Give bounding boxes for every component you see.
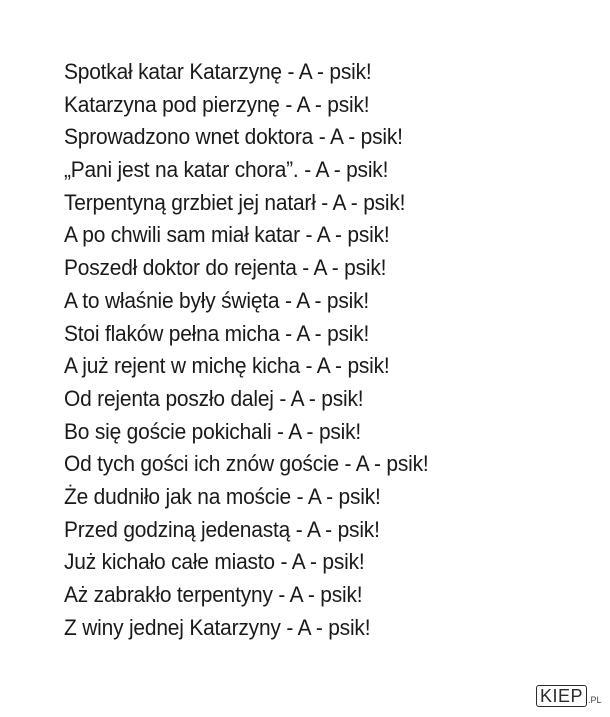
watermark-suffix: .PL (588, 695, 602, 705)
poem-line-16: Już kichało całe miasto - A - psik! (64, 549, 365, 575)
poem-line-18: Z winy jednej Katarzyny - A - psik! (64, 614, 371, 640)
poem-line-15: Przed godziną jedenastą - A - psik! (64, 516, 380, 542)
site-watermark (536, 683, 602, 707)
poem-line-12: Bo się goście pokichali - A - psik! (64, 418, 362, 444)
poem-line-2: Katarzyna pod pierzynę - A - psik! (64, 91, 370, 117)
poem-line-3: Sprowadzono wnet doktora - A - psik! (64, 124, 403, 150)
poem-line-7: Poszedł doktor do rejenta - A - psik! (64, 255, 387, 281)
poem-line-5: Terpentyną grzbiet jej natarł - A - psik! (64, 189, 406, 215)
poem-text (64, 56, 456, 644)
poem-line-9: Stoi flaków pełna micha - A - psik! (64, 320, 370, 346)
poem-line-14: Że dudniło jak na moście - A - psik! (64, 483, 381, 509)
poem-line-11: Od rejenta poszło dalej - A - psik! (64, 385, 364, 411)
poem-line-10: A już rejent w michę kicha - A - psik! (64, 353, 390, 379)
poem-line-17: Aż zabrakło terpentyny - A - psik! (64, 582, 363, 607)
poem-line-1: Spotkał katar Katarzynę - A - psik! (64, 59, 372, 84)
poem-line-13: Od tych gości ich znów goście - A - psik! (64, 451, 429, 477)
watermark-brand: KIEP (536, 685, 587, 707)
poem-line-8: A to właśnie były święta - A - psik! (64, 287, 369, 313)
poem-line-4: „Pani jest na katar chora”. - A - psik! (64, 157, 389, 183)
poem-line-6: A po chwili sam miał katar - A - psik! (64, 222, 390, 248)
